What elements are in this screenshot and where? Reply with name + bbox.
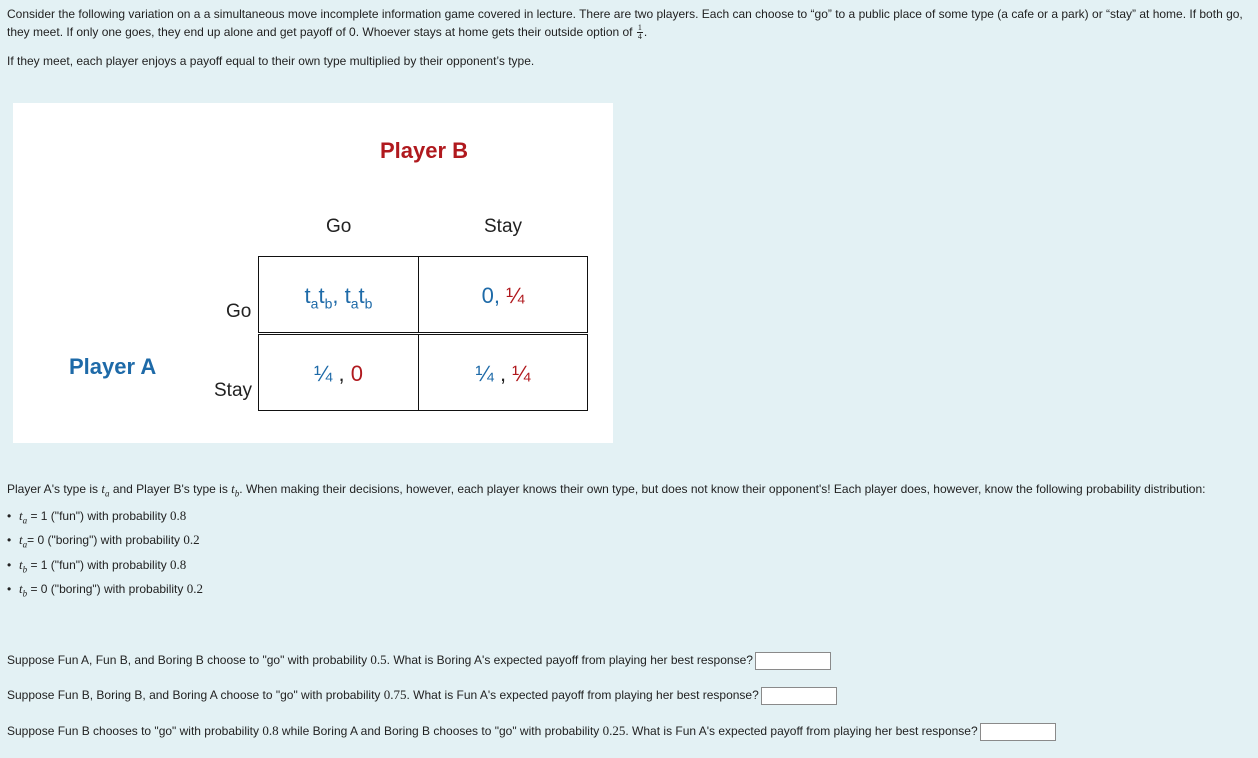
intro-line-2: they meet. If only one goes, they end up alone and get payoff of 0. Whoever stays at home gets their outside option of bbox=[7, 25, 633, 39]
outside-option-fraction: $\frac{1}{4}$ bbox=[637, 23, 642, 42]
list-item: • $t_a= 0$ ("boring") with probability 0.2 bbox=[7, 530, 203, 554]
player-b-label: Player B bbox=[380, 138, 469, 163]
list-item: • $t_b = 1$ ("fun") with probability 0.8 bbox=[7, 555, 203, 579]
cell-stay-stay: ¼ , ¼ bbox=[418, 334, 588, 411]
cell-go-stay: 0, ¼ bbox=[418, 256, 588, 333]
cell-go-go: $t_at_b$, $t_at_b$ bbox=[258, 256, 419, 333]
column-header-go: Go bbox=[326, 216, 352, 237]
question-2: Suppose Fun B, Boring B, and Boring A choose to "go" with probability 0.75. What is Fun A's expected payoff from playing her best response? bbox=[7, 684, 837, 706]
row-header-stay: Stay bbox=[214, 380, 253, 401]
intro-line-1: Consider the following variation on a a simultaneous move incomplete information game covered in lecture. There are two players. Each can choose to “go” to a public place of some type (a cafe or a park) or “stay” at home. If both go, bbox=[7, 7, 1243, 21]
row-header-go: Go bbox=[226, 301, 252, 322]
list-item: • $t_b = 0$ ("boring") with probability 0.2 bbox=[7, 579, 203, 603]
cell-stay-go: ¼ , 0 bbox=[258, 334, 419, 411]
types-description: Player A's type is $t_a$ and Player B's type is $t_b$. When making their decisions, however, each player knows their own type, but does not know their opponent's! Each player does, however, know the following probability distribution: bbox=[7, 481, 1206, 499]
answer-input-1[interactable] bbox=[755, 652, 831, 670]
meeting-payoff-text: If they meet, each player enjoys a payoff equal to their own type multiplied by their opponent’s type. bbox=[7, 54, 535, 68]
question-3: Suppose Fun B chooses to "go" with probability 0.8 while Boring A and Boring B chooses to "go" with probability 0.25. What is Fun A's expected payoff from playing her best response? bbox=[7, 720, 1056, 742]
answer-input-3[interactable] bbox=[980, 723, 1056, 741]
column-header-stay: Stay bbox=[484, 216, 523, 237]
type-distribution-list bbox=[7, 506, 203, 604]
question-1: Suppose Fun A, Fun B, and Boring B choose to "go" with probability 0.5. What is Boring A's expected payoff from playing her best response? bbox=[7, 649, 831, 671]
answer-input-2[interactable] bbox=[761, 687, 837, 705]
player-a-label: Player A bbox=[69, 354, 157, 379]
list-item: • $t_a = 1$ ("fun") with probability 0.8 bbox=[7, 506, 203, 530]
payoff-matrix-figure bbox=[13, 103, 613, 443]
intro-text: Consider the following variation on a a simultaneous move incomplete information game covered in lecture. There are two players. Each can choose to “go” to a public place of some type (a cafe or a park) or “stay” at home. If both go, they meet. If only one goes, they end up alone and get payoff of 0. Whoever stays at home gets their outside option of $\frac{1}{4}$ . bbox=[7, 7, 1243, 42]
